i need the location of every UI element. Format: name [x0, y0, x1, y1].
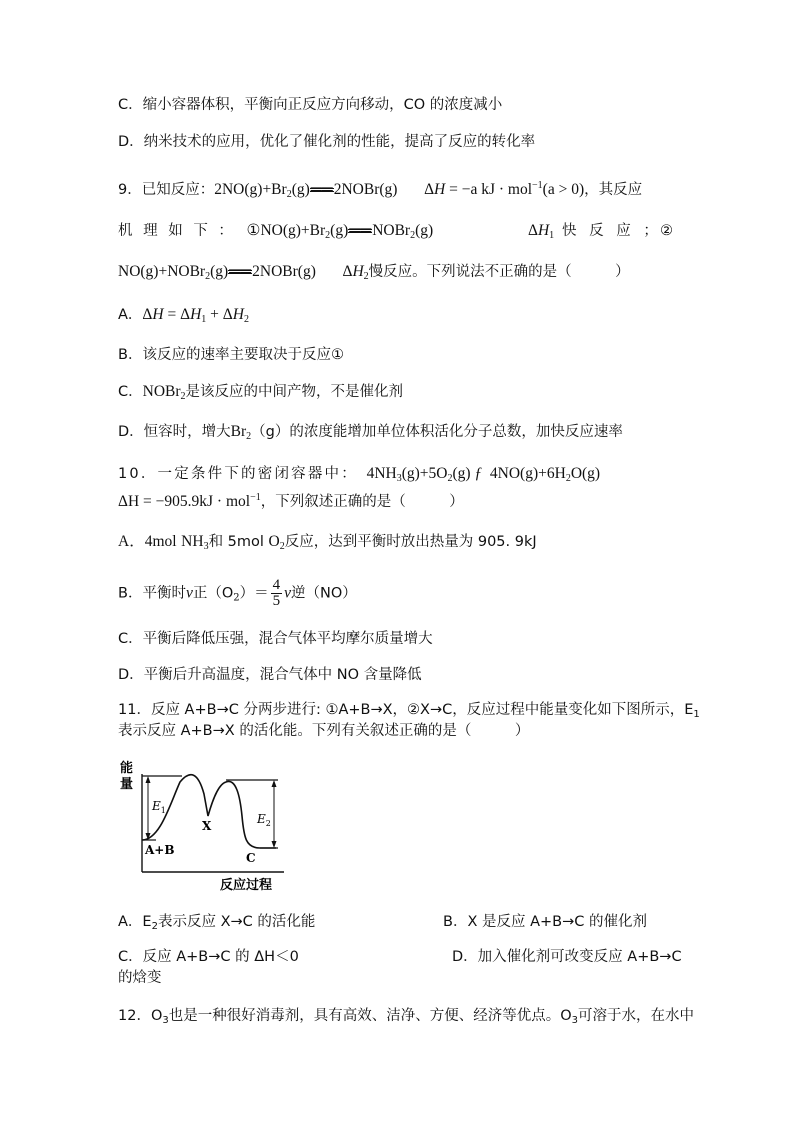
q9-option-c: C．NOBr$_2$是该反应的中间产物，不是催化剂	[118, 383, 404, 402]
q11-option-d-line1: D．加入催化剂可改变反应 A+B→C	[452, 949, 682, 965]
x-axis-label: 反应过程	[220, 878, 273, 893]
q8-option-d: D．纳米技术的应用，优化了催化剂的性能，提高了反应的转化率	[118, 134, 536, 150]
y-axis-label-char1: 能	[120, 761, 134, 776]
q10-option-a: A．4mol $NH_3$和 5mol $O_2$反应，达到平衡时放出热量为 905. 9kJ	[118, 533, 537, 552]
q9-option-d: D．恒容时，增大$Br_2(g)$的浓度能增加单位体积活化分子总数，加快反应速率	[118, 423, 623, 442]
e2-arrow-head-up	[272, 780, 277, 787]
q11-option-b: B．X 是反应 A+B→C 的催化剂	[443, 914, 647, 930]
q9-stem-line3: NO(g)+NOBr$_2$(g)══2NOBr(g) $\Delta H_2$慢反应。下列说法不正确的是（ ）	[118, 263, 630, 282]
e2-label: $E_2$	[257, 812, 271, 828]
end-label: C	[246, 851, 256, 865]
q10-option-d: D．平衡后升高温度，混合气体中 NO 含量降低	[118, 667, 422, 683]
q10-option-c: C．平衡后降低压强，混合气体平均摩尔质量增大	[118, 631, 433, 647]
energy-diagram	[112, 756, 292, 896]
q9-option-a: A．$\Delta H = \Delta H_1 + \Delta H_2$	[118, 306, 249, 325]
q9-stem-line2: 机 理 如 下 ： $①NO(g)+Br_2(g)══NOBr_2(g)$ $\Delta H_1$ 快 反 应 ； ②	[118, 222, 673, 241]
q12-stem-line1: 12．$O_3$也是一种很好消毒剂，具有高效、洁净、方便、经济等优点。$O_3$可溶于水，在水中	[118, 1008, 695, 1026]
start-label: A+B	[145, 843, 175, 857]
q8-option-c: C．缩小容器体积，平衡向正反应方向移动，CO 的浓度减小	[118, 97, 503, 113]
q10-stem-line1: 10．一定条件下的密闭容器中： $4NH_3(g)+5O_2(g)$ ƒ $4NO(g)+6H_2O(g)$	[118, 465, 601, 484]
q11-option-d-line2: 的焓变	[118, 970, 162, 986]
q11-stem-line1: 11．反应 A+B→C 分两步进行: ①A+B→X，②X→C，反应过程中能量变化如下图所示，$E_1$	[118, 702, 700, 720]
q9-stem-line1: 9．已知反应：$2NO(g)+Br_2(g)══2NOBr(g) \Delta H = -a$ kJ · mol$^{-1}$(a > 0)，其反应	[118, 180, 643, 200]
q9-option-b: B．该反应的速率主要取决于反应①	[118, 347, 344, 363]
q10-stem-line2: ΔH = −905.9kJ · mol$^{-1}$，下列叙述正确的是（ ）	[118, 492, 464, 510]
q10-option-b: B．平衡时v正$(O_2)=$ $\frac{4}{5}$ v逆（NO）	[118, 577, 357, 609]
e2-arrow-head-down	[272, 841, 277, 848]
q11-option-c: C．反应 A+B→C 的 ΔH＜0	[118, 949, 299, 965]
y-axis-label-char2: 量	[120, 777, 134, 792]
e1-label: $E_1$	[152, 799, 166, 815]
e1-arrow-head-up	[146, 776, 151, 783]
intermediate-label: X	[202, 819, 212, 833]
q11-stem-line2: 表示反应 A+B→X 的活化能。下列有关叙述正确的是（ ）	[118, 723, 530, 739]
q11-option-a: A．$E_2$表示反应 X→C 的活化能	[118, 914, 316, 932]
